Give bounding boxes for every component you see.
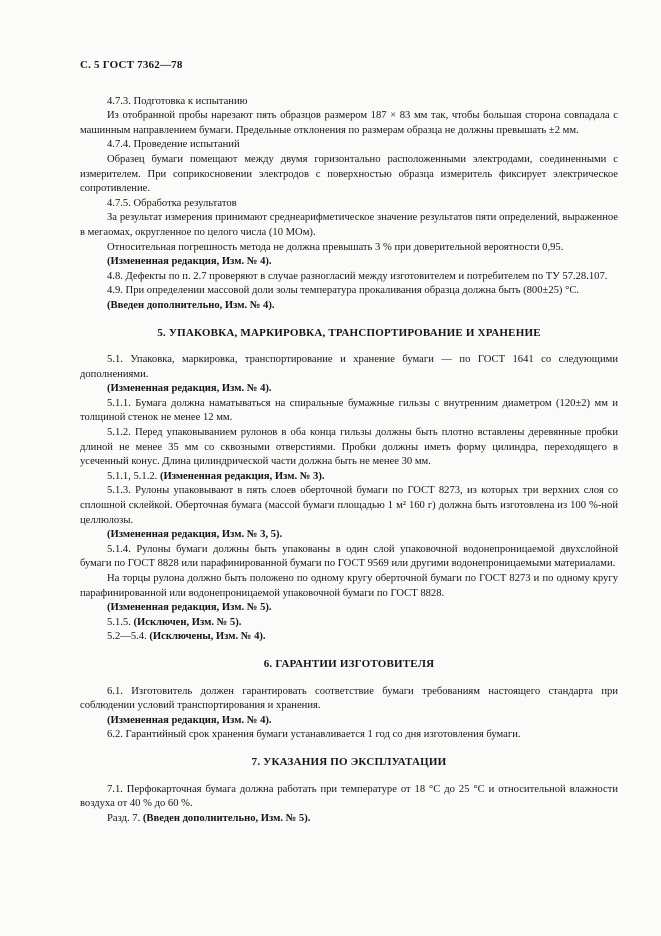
paragraph: 4.8. Дефекты по п. 2.7 проверяют в случае разногласий между изготовителем и потребителем по ТУ 57.28.107.: [107, 270, 608, 282]
paragraph: 5.1.1. Бумага должна наматываться на спиральные бумажные гильзы с внутренним диаметром (120±2) мм и толщиной стенок не менее 12 мм.: [80, 397, 618, 424]
revision-note: (Измененная редакция, Изм. № 3).: [159, 470, 325, 482]
revision-note: (Введен дополнительно, Изм. № 5).: [142, 812, 311, 824]
paragraph: Относительная погрешность метода не должна превышать 3 % при доверительной вероятности 0,95.: [107, 241, 564, 253]
clause-note: [80, 630, 618, 645]
paragraph: На торцы рулона должно быть положено по одному кругу оберточной бумаги по ГОСТ 8273 и по одному кругу парафинированной или водонепроницаемой упаковочной бумаги по ГОСТ 8828.: [80, 573, 618, 599]
clause-number: 5.1.1, 5.1.2.: [107, 470, 160, 482]
section-heading: 7. УКАЗАНИЯ ПО ЭКСПЛУАТАЦИИ: [251, 755, 447, 768]
clause-note: [80, 470, 618, 485]
clause-number: 5.2—5.4.: [107, 631, 150, 643]
document-body: [80, 95, 618, 827]
revision-note: (Измененная редакция, Изм. № 5).: [107, 602, 272, 614]
paragraph: 6.2. Гарантийный срок хранения бумаги устанавливается 1 год со дня изготовления бумаги.: [107, 729, 521, 741]
revision-note: (Измененная редакция, Изм. № 3, 5).: [107, 529, 283, 541]
revision-note: (Исключены, Изм. № 4).: [149, 631, 266, 643]
section-heading: 5. УПАКОВКА, МАРКИРОВКА, ТРАНСПОРТИРОВАНИЕ И ХРАНЕНИЕ: [157, 326, 541, 339]
paragraph: Образец бумаги помещают между двумя горизонтально расположенными электродами, соединенными с измерителем. При соприкосновении электродов с поверхностью образца измеритель фиксирует электрическое сопротивление.: [80, 153, 618, 195]
clause-number: 5.1.5.: [107, 616, 134, 628]
paragraph: Из отобранной пробы нарезают пять образцов размером 187 × 83 мм так, чтобы большая сторона совпадала с машинным направлением бумаги. Предельные отклонения по размерам образца не должны превышать ±2 мм.: [80, 110, 618, 136]
paragraph: 4.7.4. Проведение испытаний: [107, 139, 240, 151]
section-heading: 6. ГАРАНТИИ ИЗГОТОВИТЕЛЯ: [263, 657, 435, 670]
paragraph: 4.9. При определении массовой доли золы температура прокаливания образца должна быть (800±25) °С.: [107, 285, 580, 297]
revision-note: (Измененная редакция, Изм. № 4).: [107, 383, 272, 395]
page-header: С. 5 ГОСТ 7362—78: [80, 59, 183, 71]
paragraph: 4.7.5. Обработка результатов: [107, 197, 237, 209]
paragraph: 6.1. Изготовитель должен гарантировать соответствие бумаги требованиям настоящего стандарта при соблюдении условий транспортирования и хранения.: [80, 685, 618, 712]
clause-number: Разд. 7.: [107, 812, 143, 824]
clause-note: [80, 616, 618, 631]
paragraph: 5.1.4. Рулоны бумаги должны быть упакованы в один слой упаковочной водонепроницаемой двухслойной бумаги по ГОСТ 8828 или парафинированной бумаги по ГОСТ 9569 или другими водонепроницаемыми материалами.: [80, 543, 618, 570]
revision-note: (Исключен, Изм. № 5).: [133, 616, 242, 628]
clause-note: [80, 812, 618, 827]
revision-note: (Введен дополнительно, Изм. № 4).: [107, 299, 275, 311]
paragraph: 5.1.3. Рулоны упаковывают в пять слоев оберточной бумаги по ГОСТ 8273, из которых три верхних слоя со сплошной склейкой. Оберточная бумага (массой бумаги площадью 1 м² 160 г) должна быть изготовлена из 100 %-ной целлюлозы.: [80, 485, 618, 526]
paragraph: 4.7.3. Подготовка к испытанию: [107, 95, 248, 107]
paragraph: 5.1.2. Перед упаковыванием рулонов в оба конца гильзы должны быть плотно вставлены деревянные пробки длиной не менее 35 мм со сквозными отверстиями. Пробки должны иметь форму цилиндра, переходящего в усеченный конус. Длина цилиндрической части должна быть не менее 30 мм.: [80, 427, 618, 468]
paragraph: За результат измерения принимают среднеарифметическое значение результатов пяти определений, выраженное в мегаомах, округленное по целого числа (10 МОм).: [80, 212, 618, 238]
paragraph: 5.1. Упаковка, маркировка, транспортирование и хранение бумаги — по ГОСТ 1641 со следующими дополнениями.: [80, 354, 618, 380]
revision-note: (Измененная редакция, Изм. № 4).: [107, 714, 272, 726]
revision-note: (Измененная редакция, Изм. № 4).: [107, 256, 272, 268]
paragraph: 7.1. Перфокарточная бумага должна работать при температуре от 18 °С до 25 °С и относительной влажности воздуха от 40 % до 60 %.: [80, 783, 618, 810]
